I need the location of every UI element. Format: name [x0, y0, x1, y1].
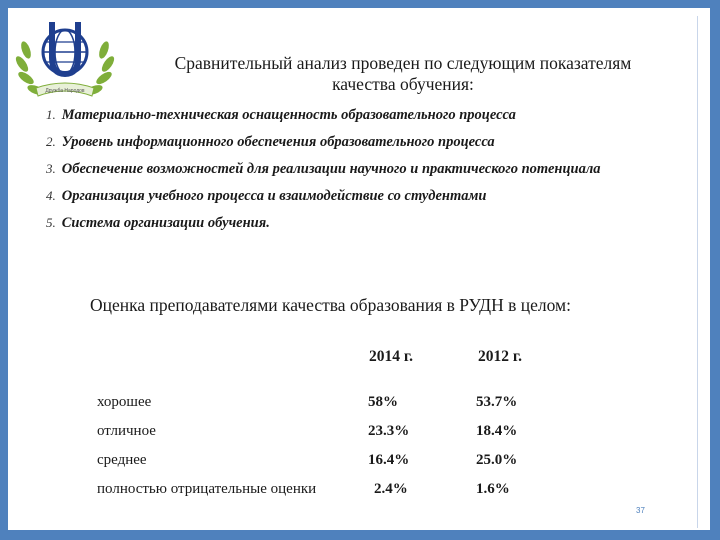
list-item: 4. Организация учебного процесса и взаимодействие со студентами — [46, 188, 487, 204]
row-label-good: хорошее — [97, 394, 152, 410]
column-header-2012: 2012 г. — [478, 348, 523, 365]
page-number: 37 — [636, 506, 645, 515]
cell-good-2012: 53.7% — [476, 394, 518, 410]
column-header-2014: 2014 г. — [369, 348, 414, 365]
row-label-excellent: отличное — [97, 423, 156, 439]
cell-excellent-2014: 23.3% — [368, 423, 410, 439]
list-item: 1. Материально-техническая оснащенность образовательного процесса — [46, 107, 516, 123]
title-line-2: качества обучения: — [332, 74, 474, 94]
cell-average-2014: 16.4% — [368, 452, 410, 468]
row-label-average: среднее — [97, 452, 147, 468]
list-item: 2. Уровень информационного обеспечения образовательного процесса — [46, 134, 495, 150]
cell-excellent-2012: 18.4% — [476, 423, 518, 439]
slide — [8, 8, 710, 530]
list-item: 5. Система организации обучения. — [46, 215, 270, 231]
assessment-title: Оценка преподавателями качества образования в РУДН в целом: — [90, 295, 571, 315]
title-line-1: Сравнительный анализ проведен по следующим показателям — [174, 53, 632, 73]
cell-average-2012: 25.0% — [476, 452, 518, 468]
cell-negative-2012: 1.6% — [476, 481, 510, 497]
svg-text:Дружба Народов: Дружба Народов — [45, 88, 85, 94]
criteria-list — [46, 106, 686, 241]
list-item: 3. Обеспечение возможностей для реализации научного и практического потенциала — [46, 161, 601, 177]
university-logo — [12, 12, 118, 110]
page-title — [118, 53, 688, 95]
cell-negative-2014: 2.4% — [374, 481, 408, 497]
row-label-negative: полностью отрицательные оценки — [97, 481, 317, 497]
cell-good-2014: 58% — [368, 394, 398, 410]
